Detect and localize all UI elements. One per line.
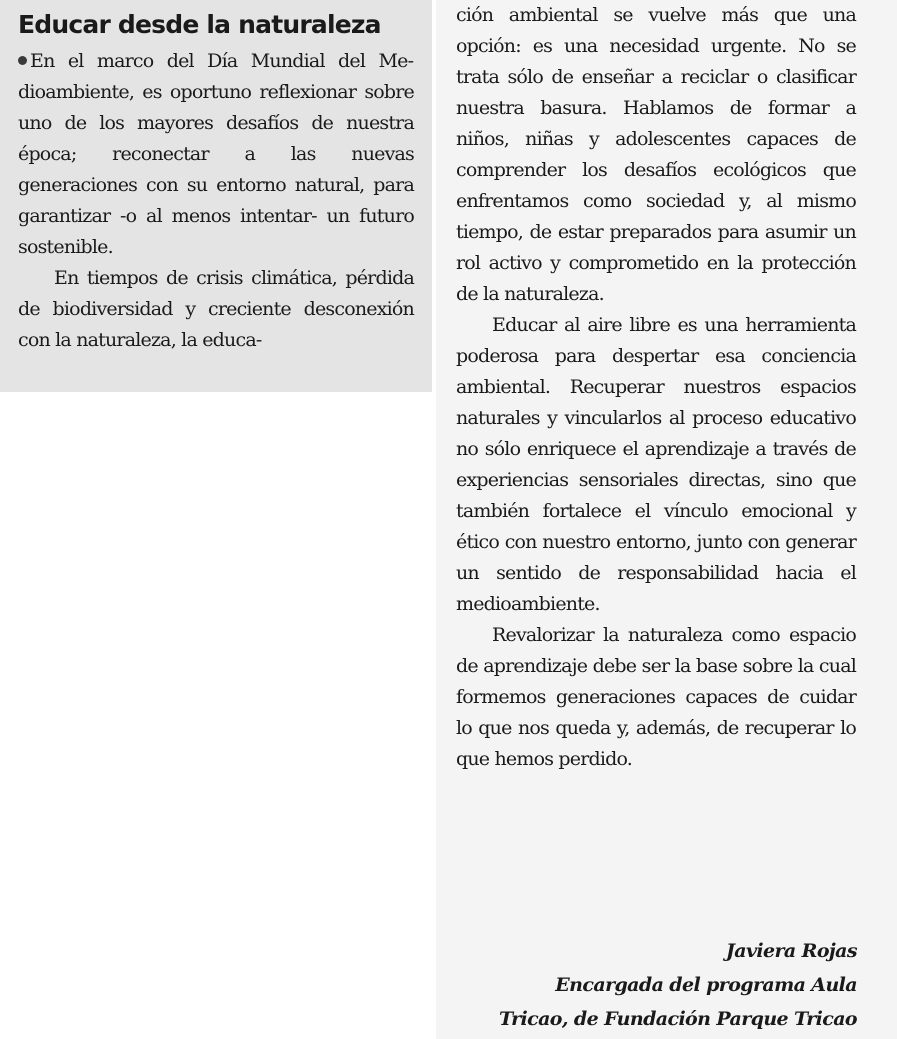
bullet-icon	[18, 56, 27, 65]
paragraph-3: Educar al aire libre es una herramienta poderosa para despertar esa conciencia ambiental. Recuperar nuestros espacios naturales y vincularlos al proceso educativo no sólo enriquece el aprendizaje a través de experiencias sensoriales directas, sino que también fortalece el vínculo emocional y ético con nuestro entorno, junto con generar un sentido de responsabilidad hacia el medioambiente.	[456, 314, 856, 615]
author-role-line-1: Encargada del programa Aula	[555, 974, 857, 996]
author-signature	[437, 934, 857, 1036]
right-column	[456, 0, 856, 775]
author-name: Javiera Rojas	[725, 940, 857, 962]
paragraph-1-text: En el marco del Día Mundial del Medioambiente, es oportuno reflexionar sobre uno de los mayores desafíos de nuestra época; reconectar a las nuevas generaciones con su entorno natural, para garantizar -o al menos intentar- un futuro sostenible.	[18, 50, 414, 258]
article-headline: Educar desde la naturaleza	[18, 10, 381, 39]
author-role-line-2: Tricao, de Fundación Parque Tricao	[498, 1008, 857, 1030]
paragraph-4: Revalorizar la naturaleza como espacio de aprendizaje debe ser la base sobre la cual formemos generaciones capaces de cuidar lo que nos queda y, además, de recuperar lo que hemos perdido.	[456, 624, 856, 770]
left-column	[18, 46, 414, 356]
paragraph-2-continuation: ción ambiental se vuelve más que una opción: es una necesidad urgente. No se trata sólo de enseñar a reciclar o clasificar nuestra basura. Hablamos de formar a niños, niñas y adolescentes capaces de comprender los desafíos ecológicos que enfrentamos como sociedad y, al mismo tiempo, de estar preparados para asumir un rol activo y comprometido en la protección de la naturaleza.	[456, 4, 856, 305]
paragraph-1	[18, 46, 414, 263]
paragraph-2-start: En tiempos de crisis climática, pérdida de biodiversidad y creciente desconexión con la naturaleza, la educa-	[18, 267, 414, 351]
